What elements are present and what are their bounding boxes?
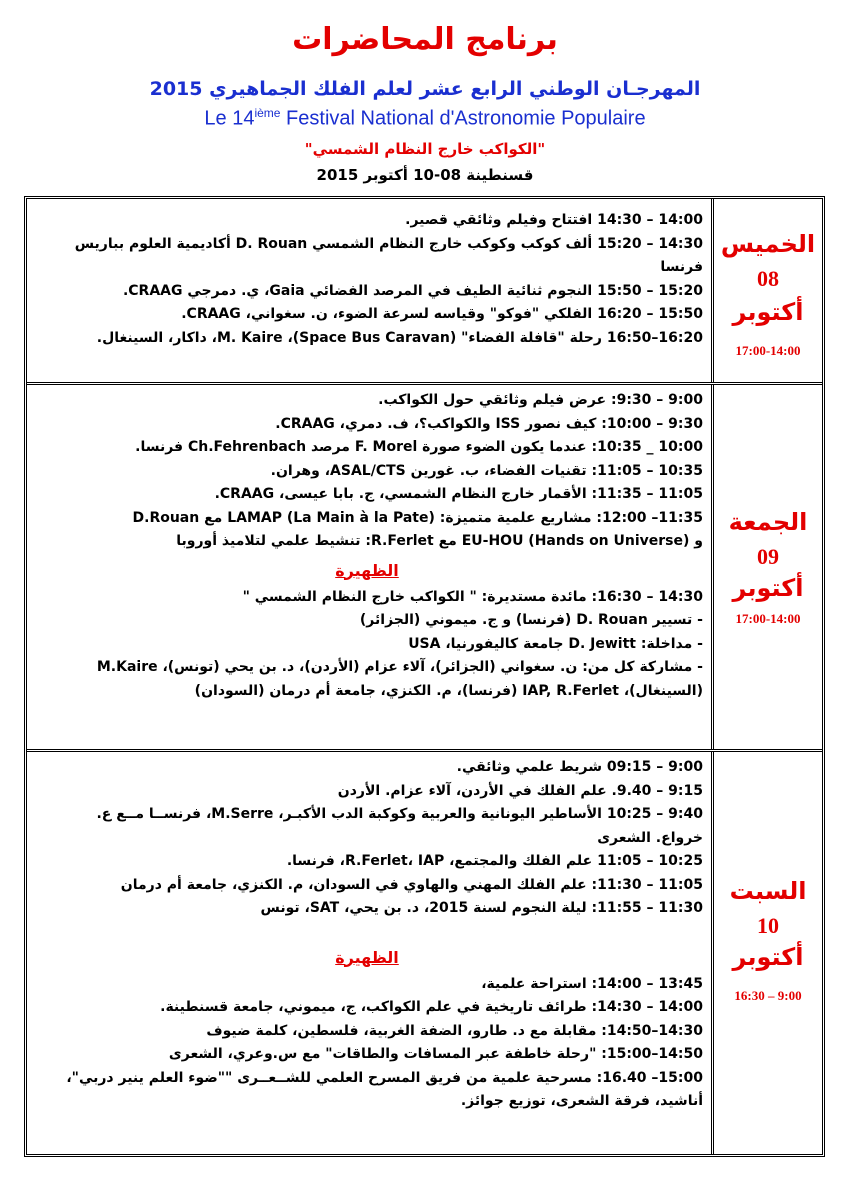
program-line: 9:40 – 10:25 الأساطير اليونانية والعربية وكوكبة الدب الأكبـر، M.Serre، فرنســا مــع ع. (96, 806, 703, 822)
program-line: 9:00 – 09:15 شريط علمي وثائقي. (456, 759, 703, 775)
day-cell-friday (711, 385, 822, 749)
festival-title-fr (0, 106, 850, 131)
program-line: 11:35– 12:00: مشاريع علمية متميزة: LAMAP (La Main à la Pate) مع D.Rouan (132, 509, 703, 526)
program-line: (السينغال)، IAP, R.Ferlet (فرنسا)، م. الكنزي، جامعة أم درمان (السودان) (194, 682, 703, 699)
program-line: 14:50–15:00: "رحلة خاطفة عبر المسافات والطاقات" مع س.وعري، الشعرى (168, 1046, 703, 1062)
program-line: 14:30 – 16:30: مائدة مستديرة: " الكواكب خارج النظام الشمسي " (242, 588, 703, 605)
festival-fr-post: Festival National d'Astronomie Populaire (280, 107, 646, 130)
program-line: 15:00– 16.40: مسرحية علمية من فريق المسرح العلمي للشــعــرى ""ضوء العلم ينير دربي"، (66, 1069, 703, 1086)
day-name: السبت (729, 877, 807, 905)
day-row-saturday (27, 752, 822, 1154)
program-line: 15:50 – 16:20 الفلكي "فوكو" وقياسه لسرعة الضوء، ن. سغواني، CRAAG. (181, 306, 703, 322)
festival-title-ar: المهرجـان الوطني الرابع عشر لعلم الفلك الجماهيري 2015 (149, 78, 701, 100)
day-content-friday (27, 385, 711, 749)
program-line: - تسيير D. Rouan (فرنسا) و ج. ميموني (الجزائر) (359, 612, 703, 628)
day-content-thursday (27, 199, 711, 382)
day-cell-thursday (711, 199, 822, 382)
program-line: 10:00 _ 10:35: عندما يكون الضوء صورة F. Morel مرصد Ch.Fehrenbach فرنسا. (135, 439, 703, 455)
program-line: 9:15 – 9.40. علم الفلك في الأردن، آلاء عزام. الأردن (337, 782, 703, 799)
program-line: 10:35 – 11:05: تقنيات الفضاء، ب. غورين ASAL/CTS، وهران. (270, 462, 703, 479)
program-line: فرنسا (660, 259, 703, 275)
afternoon-label: الظهيرة (335, 560, 399, 580)
day-hours: 17:00-14:00 (735, 611, 801, 626)
day-name: الجمعة (728, 508, 808, 536)
program-line: 11:05 – 11:35: الأقمار خارج النظام الشمسي، ج. بابا عيسى، CRAAG. (214, 486, 703, 502)
day-month: أكتوبر (732, 298, 804, 326)
day-content-saturday (27, 752, 711, 1154)
program-line: 16:20–16:50 رحلة "قافلة الفضاء" (Space Bus Caravan)، M. Kaire، داكار، السينغال. (96, 329, 703, 346)
program-line: - مداخلة: D. Jewitt جامعة كاليفورنيا، USA (408, 635, 703, 652)
program-line: خرواع. الشعرى (597, 829, 703, 846)
program-line: 14:30 – 15:20 ألف كوكب وكوكب خارج النظام الشمسي D. Rouan أكاديمية العلوم بباريس (74, 235, 703, 252)
day-cell-saturday (711, 752, 822, 1154)
day-row-thursday (27, 199, 822, 382)
program-line: 11:05 – 11:30: علم الفلك المهني والهاوي في السودان، م. الكنزي، جامعة أم درمان (120, 876, 703, 893)
day-number: 08 (757, 266, 779, 291)
program-line: 9:30 – 10:00: كيف نصور ISS والكواكب؟، ف. دمري، CRAAG. (275, 415, 703, 432)
day-hours: 16:30 – 9:00 (734, 988, 802, 1003)
program-line: 14:00 – 14:30 افتتاح وفيلم وثائقي قصير. (405, 212, 703, 228)
day-number: 09 (757, 544, 779, 569)
program-line: 14:00 – 14:30: طرائف تاريخية في علم الكواكب، ج، ميموني، جامعة قسنطينة. (160, 999, 703, 1015)
festival-fr-pre: Le 14 (204, 107, 255, 130)
program-line: و EU-HOU (Hands on Universe) مع R.Ferlet: تنشيط علمي لتلاميذ أوروبا (176, 533, 703, 549)
program-line: 11:30 – 11:55: ليلة النجوم لسنة 2015، د. بن يحي، SAT، تونس (260, 900, 703, 916)
program-line: 13:45 – 14:00: استراحة علمية، (481, 975, 703, 992)
page-title: برنامج المحاضرات (292, 22, 558, 57)
program-line: 9:00 – 9:30: عرض فيلم وثائقي حول الكواكب. (378, 392, 703, 408)
spacer (31, 921, 703, 941)
festival-theme: "الكواكب خارج النظام الشمسي" (304, 140, 546, 158)
afternoon-label: الظهيرة (335, 947, 399, 967)
place-date: قسنطينة 08-10 أكتوبر 2015 (316, 166, 534, 184)
program-line: 14:30–14:50: مقابلة مع د. طارو، الضفة الغربية، فلسطين، كلمة ضيوف (206, 1022, 703, 1039)
program-line: 15:20 – 15:50 النجوم ثنائية الطيف في المرصد الفضائي Gaia، ي. دمرجي CRAAG. (122, 282, 703, 299)
program-table (24, 196, 825, 1157)
day-row-friday (27, 385, 822, 749)
program-line: أناشيد، فرقة الشعرى، توزيع جوائز. (460, 1093, 703, 1109)
festival-fr-sup: ième (254, 106, 281, 120)
day-name: الخميس (720, 230, 816, 258)
day-hours: 17:00-14:00 (735, 343, 801, 358)
day-month: أكتوبر (732, 574, 804, 602)
program-line: 10:25 – 11:05 علم الفلك والمجتمع، R.Ferlet، IAP، فرنسا. (286, 853, 703, 869)
program-line: - مشاركة كل من: ن. سغواني (الجزائر)، آلاء عزام (الأردن)، د. بن يحي (تونس)، M.Kaire (96, 659, 703, 675)
day-month: أكتوبر (732, 943, 804, 971)
day-number: 10 (757, 913, 779, 938)
